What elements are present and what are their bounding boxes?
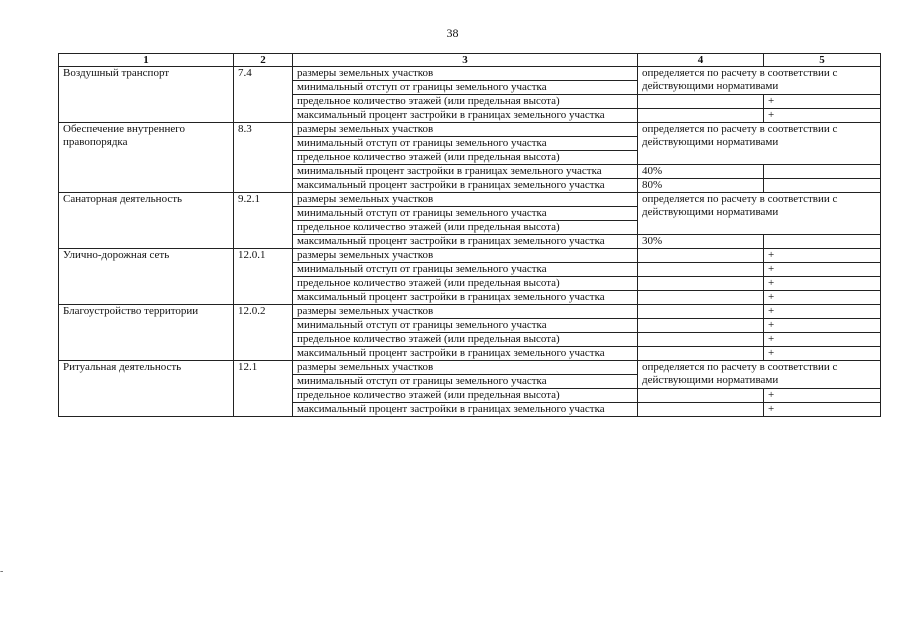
parameter-cell: предельное количество этажей (или предельная высота) [293, 277, 638, 291]
mark-cell: + [764, 389, 881, 403]
mark-cell: + [764, 347, 881, 361]
column-header: 1 [59, 54, 234, 67]
activity-name-cell: Санаторная деятельность [59, 193, 234, 249]
value-cell [638, 333, 764, 347]
activity-code-cell: 12.1 [234, 361, 293, 417]
table-row [59, 361, 881, 375]
value-cell [638, 109, 764, 123]
parameter-cell: минимальный процент застройки в границах земельного участка [293, 165, 638, 179]
activity-code-cell: 9.2.1 [234, 193, 293, 249]
parameter-cell: предельное количество этажей (или предельная высота) [293, 151, 638, 165]
table-row [59, 249, 881, 263]
value-cell [638, 403, 764, 417]
parameter-cell: минимальный отступ от границы земельного участка [293, 319, 638, 333]
mark-cell: + [764, 277, 881, 291]
mark-cell: + [764, 109, 881, 123]
mark-cell: + [764, 263, 881, 277]
activity-code-cell: 7.4 [234, 67, 293, 123]
mark-cell: + [764, 319, 881, 333]
requirement-note-cell: определяется по расчету в соответствии с действующими нормативами [638, 193, 881, 235]
zoning-parameters-table [58, 53, 881, 417]
parameter-cell: размеры земельных участков [293, 249, 638, 263]
parameter-cell: минимальный отступ от границы земельного участка [293, 375, 638, 389]
table-row [59, 305, 881, 319]
requirement-note-cell: определяется по расчету в соответствии с действующими нормативами [638, 123, 881, 165]
parameter-cell: предельное количество этажей (или предельная высота) [293, 221, 638, 235]
activity-code-cell: 8.3 [234, 123, 293, 193]
activity-name-cell: Обеспечение внутреннего правопорядка [59, 123, 234, 193]
parameter-cell: размеры земельных участков [293, 305, 638, 319]
activity-code-cell: 12.0.1 [234, 249, 293, 305]
column-header: 2 [234, 54, 293, 67]
mark-cell [764, 235, 881, 249]
parameter-cell: предельное количество этажей (или предельная высота) [293, 389, 638, 403]
mark-cell: + [764, 95, 881, 109]
requirement-note-cell: определяется по расчету в соответствии с действующими нормативами [638, 67, 881, 95]
parameter-cell: максимальный процент застройки в границах земельного участка [293, 179, 638, 193]
parameter-cell: размеры земельных участков [293, 361, 638, 375]
table-row [59, 67, 881, 81]
parameter-cell: размеры земельных участков [293, 193, 638, 207]
parameter-cell: минимальный отступ от границы земельного участка [293, 207, 638, 221]
activity-name-cell: Ритуальная деятельность [59, 361, 234, 417]
parameter-cell: минимальный отступ от границы земельного участка [293, 137, 638, 151]
value-cell [638, 347, 764, 361]
table-row [59, 193, 881, 207]
parameter-cell: минимальный отступ от границы земельного участка [293, 81, 638, 95]
table-header-row [59, 54, 881, 67]
value-cell [638, 95, 764, 109]
value-cell [638, 249, 764, 263]
value-cell [638, 319, 764, 333]
mark-cell: + [764, 291, 881, 305]
value-cell [638, 263, 764, 277]
parameter-cell: максимальный процент застройки в границах земельного участка [293, 291, 638, 305]
table-body [59, 67, 881, 417]
value-cell [638, 291, 764, 305]
value-cell [638, 389, 764, 403]
parameter-cell: максимальный процент застройки в границах земельного участка [293, 235, 638, 249]
column-header: 4 [638, 54, 764, 67]
mark-cell: + [764, 333, 881, 347]
page-number: 38 [446, 26, 459, 40]
column-header: 3 [293, 54, 638, 67]
activity-name-cell: Благоустройство территории [59, 305, 234, 361]
activity-name-cell: Улично-дорожная сеть [59, 249, 234, 305]
margin-mark: - [0, 566, 4, 577]
value-cell [638, 305, 764, 319]
value-cell: 80% [638, 179, 764, 193]
mark-cell: + [764, 249, 881, 263]
mark-cell [764, 179, 881, 193]
parameter-cell: размеры земельных участков [293, 123, 638, 137]
mark-cell [764, 165, 881, 179]
value-cell: 30% [638, 235, 764, 249]
parameter-cell: максимальный процент застройки в границах земельного участка [293, 403, 638, 417]
parameter-cell: максимальный процент застройки в границах земельного участка [293, 109, 638, 123]
mark-cell: + [764, 305, 881, 319]
activity-code-cell: 12.0.2 [234, 305, 293, 361]
parameter-cell: максимальный процент застройки в границах земельного участка [293, 347, 638, 361]
value-cell [638, 277, 764, 291]
table-row [59, 123, 881, 137]
parameter-cell: предельное количество этажей (или предельная высота) [293, 95, 638, 109]
activity-name-cell: Воздушный транспорт [59, 67, 234, 123]
requirement-note-cell: определяется по расчету в соответствии с действующими нормативами [638, 361, 881, 389]
mark-cell: + [764, 403, 881, 417]
column-header: 5 [764, 54, 881, 67]
parameter-cell: размеры земельных участков [293, 67, 638, 81]
parameter-cell: минимальный отступ от границы земельного участка [293, 263, 638, 277]
value-cell: 40% [638, 165, 764, 179]
parameter-cell: предельное количество этажей (или предельная высота) [293, 333, 638, 347]
